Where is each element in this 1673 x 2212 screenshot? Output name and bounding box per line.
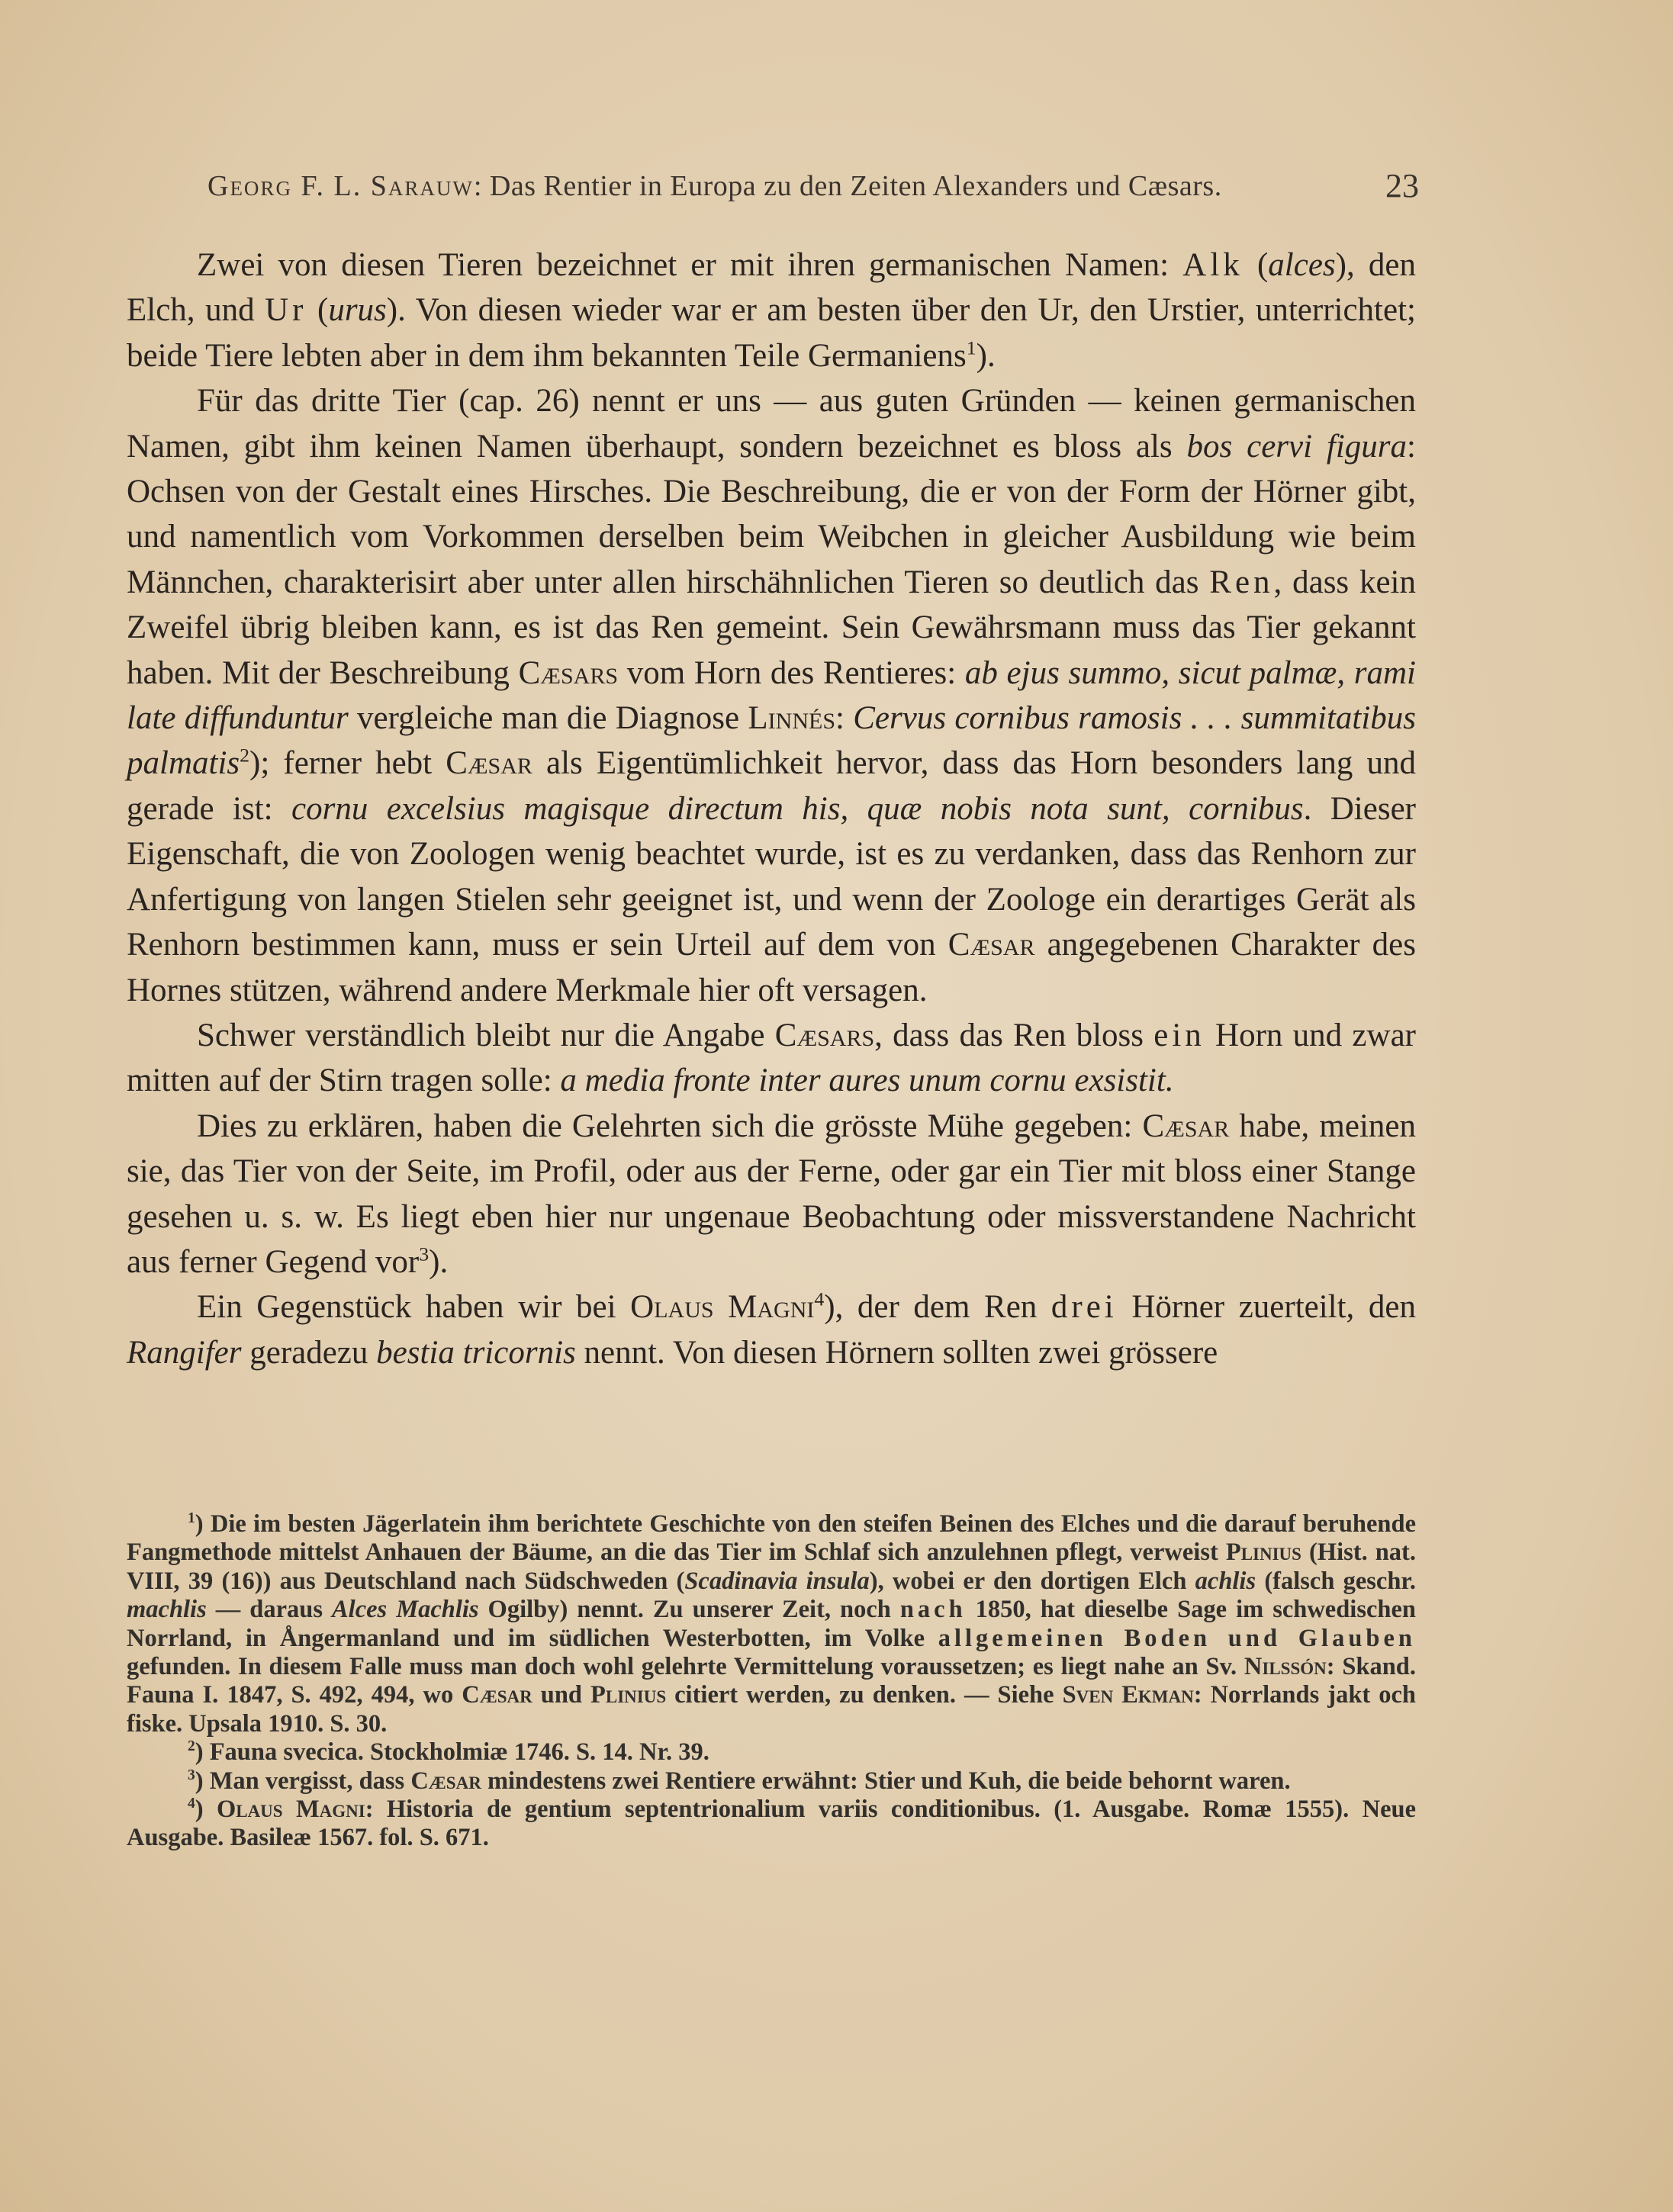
running-header [208,169,1413,203]
text-run: : [835,700,854,737]
text-run: Schwer verständlich bleibt nur die Angabe [197,1017,775,1053]
text-run: , dass kein Zweifel übrig bleiben kann, es ist das Ren gemeint. Sein Gewährsmann muss das Tier gekannt haben. Mit der Beschreibung [127,564,1416,691]
footnote-ref: 2 [240,744,250,767]
text-run: ) Man vergisst, dass [195,1767,411,1795]
spaced-term: Alk [1182,247,1243,283]
text-run: ), wobei er den dortigen Elch [869,1567,1195,1595]
spaced-term: allgemeinen Boden und Glauben [938,1624,1416,1652]
text-run: . Dieser Eigenschaft, die von Zoologen wenig beachtet wurde, ist es zu verdanken, dass das Renhorn zur Anfertigung von langen Stielen sehr geeignet ist, und wenn der Zoologe ein derartiges Gerät als Renhorn bestimmen kann, muss er sein Urteil auf dem von [127,790,1416,963]
latin-term: bestia tricornis [376,1334,576,1371]
latin-quote: cornu excelsius magisque directum his, quæ nobis nota sunt, cornibus [291,790,1304,827]
footnote-2 [127,1738,1416,1767]
name-caesar: Cæsars [774,1017,875,1053]
text-run: : Historia de gentium septentrionalium variis conditionibus. (1. Ausgabe. Romæ 1555). Neue Ausgabe. Basileæ 1567. fol. S. 671. [127,1796,1416,1852]
name-olaus: Olaus Magni [216,1796,365,1824]
header-author-surname: Sarauw [370,170,474,202]
text-run: Dies zu erklären, haben die Gelehrten sich die grösste Mühe gegeben: [197,1108,1143,1144]
text-run: — daraus [206,1596,332,1624]
text-run: als Eigentümlichkeit hervor, dass das Horn besonders lang und gerade ist: [127,745,1416,827]
latin-term: achlis [1195,1567,1256,1595]
footnote-mark: 1 [188,1510,195,1527]
text-run: vom Horn des Rentieres: [618,654,965,691]
main-text [127,243,1416,1375]
spaced-term: ein [1153,1017,1205,1053]
text-run: Zwei von diesen Tieren bezeichnet er mit ihren germanischen Namen: [197,247,1183,283]
text-run: ), der dem Ren [824,1289,1051,1326]
text-run: Hörner zuerteilt, den [1117,1289,1416,1326]
name-nilsson: Nilssón [1243,1653,1327,1681]
text-run: ). [976,337,996,374]
text-run: ) Die im besten Jägerlatein ihm berichtete Geschichte von den steifen Beinen des Elches und die darauf beruhende Fangmethode mittelst Anhauen der Bäume, an die das Tier im Schlaf sich anzulehnen pflegt, verweist [127,1510,1416,1567]
latin-term: Alces Machlis [331,1596,479,1624]
latin-quote: a media fronte inter aures unum cornu exsistit. [560,1063,1174,1099]
text-run: (falsch geschr. [1256,1567,1417,1595]
text-run: ) Fauna svecica. Stockholmiæ 1746. S. 14. Nr. 39. [195,1738,709,1767]
text-run: ). Von diesen wieder war er am besten über den Ur, den Urstier, unterrichtet; beide Tiere lebten aber in dem ihm bekannten Teile Germaniens [127,292,1416,374]
text-run: nennt. Von diesen Hörnern sollten zwei grössere [575,1334,1218,1371]
paragraph-4 [127,1104,1416,1285]
latin-term: Rangifer [127,1334,242,1371]
text-run: Horn und zwar mitten auf der Stirn tragen solle: [127,1017,1416,1099]
paragraph-3 [127,1013,1416,1104]
latin-term: urus [328,292,387,329]
latin-term: alces [1268,247,1336,283]
latin-quote: Cervus cornibus ramosis . . . summitatibus palmatis [127,700,1417,782]
text-run: Ogilby) nennt. Zu unserer Zeit, noch [478,1596,900,1624]
text-run: ), den Elch, und [127,247,1416,329]
text-run: citiert werden, zu denken. — Siehe [666,1681,1063,1709]
text-run: Für das dritte Tier (cap. 26) nennt er uns — aus guten Gründen — keinen germanischen Namen, gibt ihm keinen Namen überhaupt, sondern bezeichnet es bloss als [127,383,1416,465]
text-run: ). [429,1243,449,1280]
paragraph-1: Zwei von diesen Tieren bezeichnet er mit ihren germanischen Namen: Alk (alces), den Elch, und Ur (urus). Von diesen wieder war er am besten über den Ur, den Urstier, unterrichtet; beide Tiere lebten aber in dem ihm bekannten Teile Germaniens$^1$). [127,247,1416,374]
footnote-3 [127,1767,1416,1796]
name-plinius: Plinius [1225,1538,1301,1567]
latin-term: machlis [127,1596,207,1624]
text-run: : Ochsen von der Gestalt eines Hirsches. Die Beschreibung, die er von der Form der Hörner gibt, und namentlich vom Vorkommen derselben beim Weibchen in gleicher Ausbildung wie beim Männchen, charakterisirt aber unter allen hirschähnlichen Tieren so deutlich das [127,428,1416,600]
name-caesar: Cæsar [947,927,1035,963]
header-author: Georg F. L. [208,170,371,202]
footnote-mark: 4 [188,1796,195,1812]
text-run: 1850, hat dieselbe Sage im schwedischen Norrland, in Ångermanland und im südlichen Westerbotten, im Volke [127,1596,1416,1652]
text-run: gefunden. In diesem Falle muss man doch wohl gelehrte Vermittelung voraussetzen; es liegt nahe an Sv. [127,1653,1244,1681]
name-caesar: Cæsar [410,1767,481,1795]
footnote-mark: 2 [188,1738,195,1755]
text-run: ); ferner hebt [249,745,446,782]
footnote-4 [127,1796,1416,1853]
latin-term: bos cervi figura [1186,428,1408,465]
name-caesar: Cæsar [462,1681,532,1709]
footnote-ref: 4 [814,1288,825,1311]
footnote-mark: 3 [188,1767,195,1783]
text-run: Ein Gegenstück haben wir bei [197,1289,631,1326]
spaced-term: Ur [265,292,307,329]
spaced-term: nach [899,1596,967,1624]
text-run: (Hist. nat. VIII, 39 (16)) aus Deutschland nach Südschweden ( [127,1538,1417,1595]
latin-term: Scadinavia insula [684,1567,870,1595]
footnotes [127,1510,1416,1853]
text-run: mindestens zwei Rentiere erwähnt: Stier und Kuh, die beide behornt waren. [481,1767,1291,1795]
text-run: habe, meinen sie, das Tier von der Seite, im Profil, oder aus der Ferne, oder gar ein Tier mit bloss einer Stange gesehen u. s. w. Es liegt eben hier nur ungenaue Beobachtung oder missverstandene Nachricht aus ferner Gegend vor [127,1108,1416,1280]
text-run: ) [195,1796,217,1824]
name-caesar: Cæsar [446,745,532,782]
name-ekman: Sven Ekman [1062,1681,1194,1709]
paragraph-2 [127,378,1416,1013]
text-run: : Norrlands jakt och fiske. Upsala 1910. S. 30. [127,1681,1416,1738]
name-linne: Linnés [748,700,836,737]
name-plinius: Plinius [590,1681,667,1709]
text-run: und [532,1681,590,1709]
page-number: 23 [1385,167,1419,204]
footnote-ref: 3 [419,1243,430,1265]
text-run: geradezu [241,1334,377,1371]
latin-quote: ab ejus summo, sicut palmæ, rami late diffunduntur [127,654,1416,737]
text-run: : Skand. Fauna I. 1847, S. 492, 494, wo [127,1653,1417,1709]
header-title: : Das Rentier in Europa zu den Zeiten Alexanders und Cæsars. [473,170,1222,202]
text-run: vergleiche man die Diagnose [348,700,748,737]
footnote-1 [127,1510,1416,1738]
name-olaus: Olaus Magni [630,1289,815,1326]
text-run: , dass das Ren bloss [874,1017,1154,1053]
footnote-ref: 1 [966,336,976,359]
paragraph-5 [127,1284,1416,1375]
name-caesar: Cæsar [1142,1108,1230,1144]
name-caesar: Cæsars [518,654,619,691]
text-run: angegebenen Charakter des Hornes stützen, während andere Merkmale hier oft versagen. [127,927,1416,1008]
spaced-term: drei [1050,1289,1118,1326]
spaced-term: Ren [1209,564,1274,600]
